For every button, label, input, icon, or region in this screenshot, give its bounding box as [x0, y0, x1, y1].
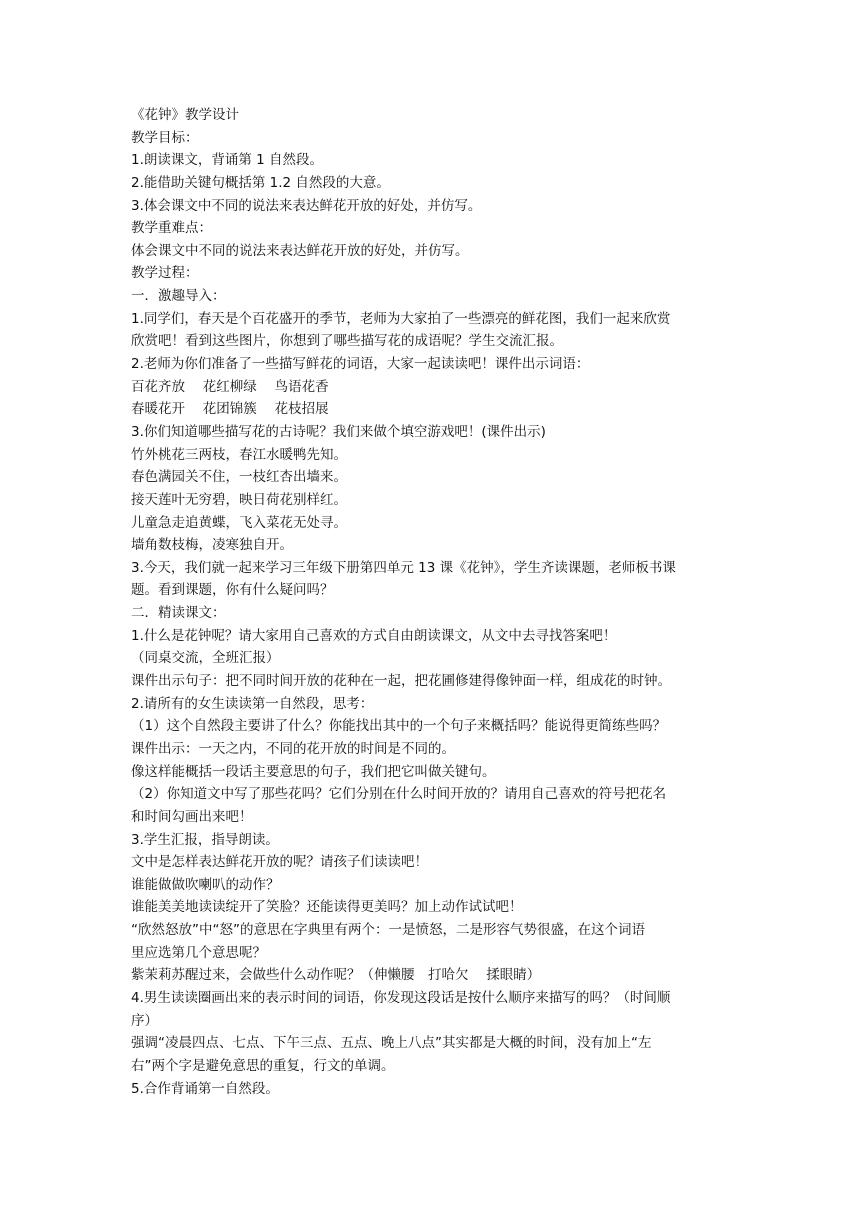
text-line: 紫茉莉苏醒过来，会做些什么动作呢？（伸懒腰 打哈欠 揉眼睛） [131, 967, 541, 984]
text-line: 谁能做做吹喇叭的动作？ [131, 876, 280, 893]
text-line: 3.体会课文中不同的说法来表达鲜花开放的好处，并仿写。 [131, 197, 482, 214]
text-line: 强调“凌晨四点、七点、下午三点、五点、晚上八点”其实都是大概的时间，没有加上“左 [131, 1035, 652, 1052]
text-line: 3.你们知道哪些描写花的古诗呢？我们来做个填空游戏吧！(课件出示) [131, 423, 546, 440]
section-heading-process: 教学过程： [131, 265, 199, 282]
text-line: 1.朗读课文，背诵第 1 自然段。 [131, 152, 324, 169]
text-line: 体会课文中不同的说法来表达鲜花开放的好处，并仿写。 [131, 242, 469, 259]
text-line: 3.今天，我们就一起来学习三年级下册第四单元 13 课《花钟》，学生齐读课题，老师板书课 [131, 559, 676, 576]
text-line: 欣赏吧！看到这些图片，你想到了哪些描写花的成语呢？学生交流汇报。 [131, 333, 563, 350]
text-line: 2.请所有的女生读读第一自然段，思考： [131, 695, 374, 712]
text-line: 1.同学们，春天是个百花盛开的季节，老师为大家拍了一些漂亮的鲜花图，我们一起来欣赏 [131, 310, 671, 327]
idiom-row: 百花齐放 花红柳绿 鸟语花香 [131, 378, 329, 395]
text-line: 序） [131, 1012, 158, 1029]
text-line: 和时间勾画出来吧！ [131, 808, 253, 825]
section-heading-intro: 一．激趣导入： [131, 288, 226, 305]
section-heading-objectives: 教学目标： [131, 129, 199, 146]
text-line: 5.合作背诵第一自然段。 [131, 1080, 279, 1097]
poem-line: 春色满园关不住，一枝红杏出墙来。 [131, 469, 347, 486]
text-line: （1）这个自然段主要讲了什么？你能找出其中的一个句子来概括吗？能说得更简练些吗？ [131, 718, 667, 735]
text-line: 课件出示：一天之内，不同的花开放的时间是不同的。 [131, 740, 455, 757]
poem-line: 接天莲叶无穷碧，映日荷花别样红。 [131, 491, 347, 508]
document-body [131, 104, 731, 1100]
text-line: 谁能美美地读读绽开了笑脸？还能读得更美吗？加上动作试试吧！ [131, 899, 523, 916]
text-line: 右”两个字是避免意思的重复，行文的单调。 [131, 1057, 395, 1074]
poem-line: 墙角数枝梅，凌寒独自开。 [131, 537, 293, 554]
text-line: 2.能借助关键句概括第 1.2 自然段的大意。 [131, 174, 390, 191]
text-line: （2）你知道文中写了那些花吗？它们分别在什么时间开放的？请用自己喜欢的符号把花名 [131, 786, 667, 803]
text-line: 4.男生读读圈画出来的表示时间的词语，你发现这段话是按什么顺序来描写的吗？（时间顺 [131, 989, 671, 1006]
poem-line: 儿童急走追黄蝶，飞入菜花无处寻。 [131, 514, 347, 531]
poem-line: 竹外桃花三两枝，春江水暖鸭先知。 [131, 446, 347, 463]
text-line: 1.什么是花钟呢？请大家用自己喜欢的方式自由朗读课文，从文中去寻找答案吧！ [131, 627, 617, 644]
document-title: 《花钟》教学设计 [131, 107, 239, 123]
text-line: 像这样能概括一段话主要意思的句子，我们把它叫做关键句。 [131, 763, 496, 780]
text-line: 课件出示句子：把不同时间开放的花种在一起，把花圃修建得像钟面一样，组成花的时钟。 [131, 673, 671, 690]
text-line: （同桌交流，全班汇报） [131, 650, 280, 667]
text-line: 3.学生汇报，指导朗读。 [131, 831, 279, 848]
section-heading-reading: 二．精读课文： [131, 605, 226, 622]
text-line: “欣然怒放”中“怒”的意思在字典里有两个：一是愤怒，二是形容气势很盛，在这个词语 [131, 922, 645, 939]
idiom-row: 春暖花开 花团锦簇 花枝招展 [131, 401, 329, 418]
text-line: 题。看到课题，你有什么疑问吗？ [131, 582, 334, 599]
text-line: 2.老师为你们准备了一些描写鲜花的词语，大家一起读读吧！课件出示词语： [131, 356, 590, 373]
text-line: 文中是怎样表达鲜花开放的呢？请孩子们读读吧！ [131, 854, 428, 871]
text-line: 里应选第几个意思呢？ [131, 944, 266, 961]
section-heading-key-points: 教学重难点： [131, 220, 212, 237]
